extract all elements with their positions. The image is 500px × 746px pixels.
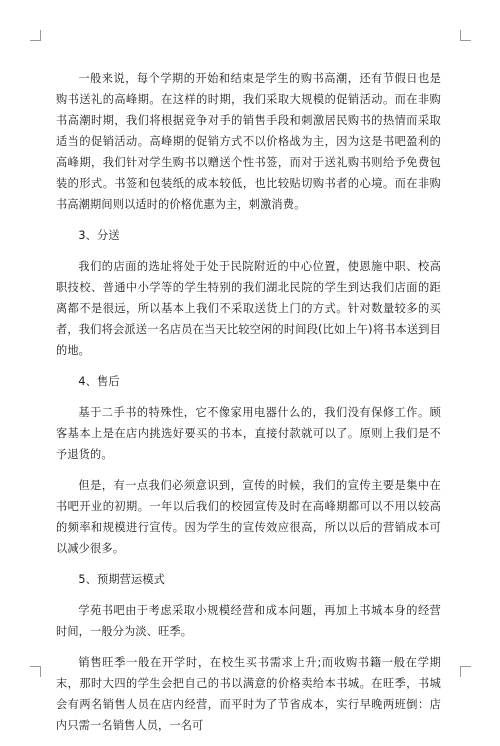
heading-delivery: 3、分送	[78, 229, 120, 242]
paragraph-peak-season: 销售旺季一般在开学时，在校生买书需求上升;而收购书籍一般在学期末，那时大四的学生会把自己的书以满意的价格卖给本书城。在旺季，书城会有两名销售人员在店内经营，而平时为了节省成本，实行早晚两班倒：店内只需一名销售人员，一名可	[56, 656, 441, 732]
crop-mark-top-right	[460, 30, 471, 41]
heading-after-sales: 4、售后	[78, 375, 120, 388]
heading-operation-mode: 5、预期营运模式	[78, 573, 166, 586]
paragraph-seasons: 学苑书吧由于考虑采取小规模经营和成本问题，再加上书城本身的经营时间，一般分为淡、旺季。	[56, 604, 441, 638]
document-body	[56, 68, 441, 746]
crop-mark-bottom-left	[30, 666, 41, 677]
crop-mark-bottom-right	[460, 666, 471, 677]
crop-mark-top-left	[30, 30, 41, 41]
paragraph-delivery: 我们的店面的选址将处于处于民院附近的中心位置，使恩施中职、校高职技校、普通中小学等的学生特别的我们湖北民院的学生到达我们店面的距离都不是很远，所以基本上我们不采取送货上门的方式。针对数量较多的买者，我们将会派送一名店员在当天比较空闲的时间段(比如上午)将书本送到目的地。	[56, 260, 441, 357]
paragraph-after-sales: 基于二手书的特殊性，它不像家用电器什么的，我们没有保修工作。顾客基本上是在店内挑选好要买的书本，直接付款就可以了。原则上我们是不予退货的。	[56, 406, 441, 461]
paragraph-publicity: 但是，有一点我们必须意识到，宣传的时候，我们的宣传主要是集中在书吧开业的初期。一年以后我们的校园宣传及时在高峰期都可以不用以较高的频率和规模进行宣传。因为学生的宣传效应很高，所以以后的营销成本可以减少很多。	[56, 479, 441, 555]
paragraph-promotion: 一般来说，每个学期的开始和结束是学生的购书高潮，还有节假日也是购书送礼的高峰期。在这样的时期，我们采取大规模的促销活动。而在非购书高潮时期，我们将根据竞争对手的销售手段和刺激居民购书的热情而采取适当的促销活动。高峰期的促销方式不以价格战为主，因为这是书吧盈利的高峰期，我们针对学生购书以赠送个性书签，而对于送礼购书则给予免费包装的形式。书签和包装纸的成本较低，也比较贴切购书者的心境。而在非购书高潮期间则以适时的价格优惠为主，刺激消费。	[56, 72, 441, 211]
